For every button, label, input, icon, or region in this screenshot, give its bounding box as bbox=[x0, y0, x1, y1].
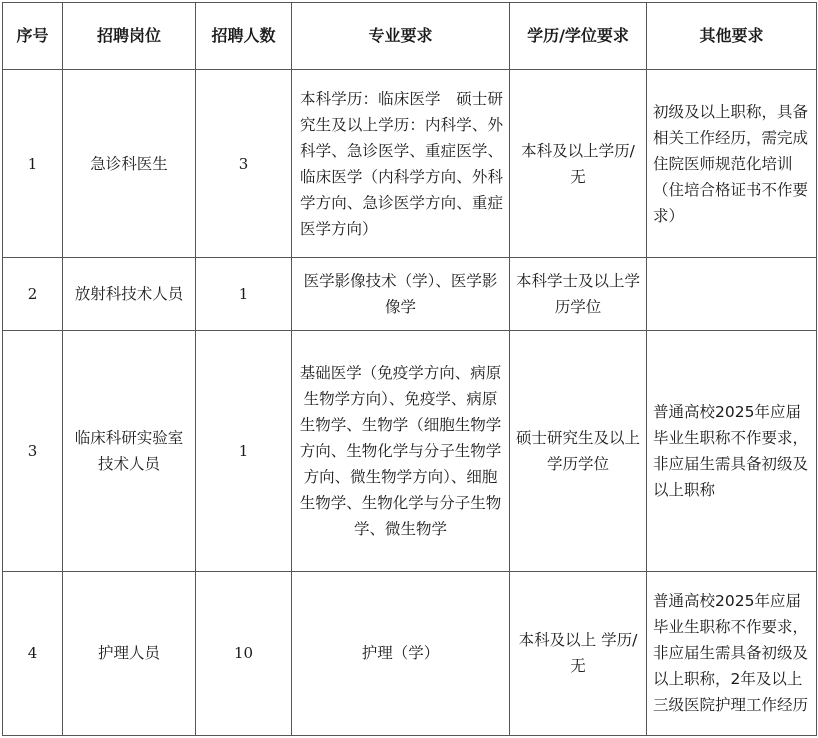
table-row bbox=[3, 70, 817, 258]
header-count: 招聘人数 bbox=[196, 3, 292, 70]
row-other: 初级及以上职称，具备相关工作经历，需完成住院医师规范化培训（住培合格证书不作要求） bbox=[653, 102, 809, 225]
header-position: 招聘岗位 bbox=[63, 3, 196, 70]
row-education: 硕士研究生及以上学历学位 bbox=[510, 331, 647, 571]
row-other-cell bbox=[647, 331, 817, 571]
row-count: 1 bbox=[196, 331, 292, 571]
row-count: 10 bbox=[196, 571, 292, 735]
row-no: 1 bbox=[3, 70, 63, 258]
row-no: 3 bbox=[3, 331, 63, 571]
row-education: 本科及以上 学历/无 bbox=[510, 571, 647, 735]
recruitment-table bbox=[2, 2, 817, 736]
row-no: 4 bbox=[3, 571, 63, 735]
row-major: 护理（学） bbox=[361, 644, 440, 663]
header-row bbox=[3, 3, 817, 70]
header-education: 学历/学位要求 bbox=[510, 3, 647, 70]
row-position: 临床科研实验室技术人员 bbox=[63, 331, 196, 571]
row-position: 急诊科医生 bbox=[63, 70, 196, 258]
row-major-cell bbox=[292, 331, 510, 571]
row-major-cell bbox=[292, 70, 510, 258]
row-major: 本科学历：临床医学 硕士研究生及以上学历：内科学、外科学、急诊医学、重症医学、临床医学（内科学方向、外科学方向、急诊医学方向、重症医学方向） bbox=[300, 89, 503, 238]
row-count: 3 bbox=[196, 70, 292, 258]
table-row bbox=[3, 331, 817, 571]
row-count: 1 bbox=[196, 258, 292, 331]
row-no: 2 bbox=[3, 258, 63, 331]
table-row bbox=[3, 571, 817, 735]
table-row bbox=[3, 258, 817, 331]
row-position: 放射科技术人员 bbox=[63, 258, 196, 331]
row-other-cell bbox=[647, 258, 817, 331]
row-major-cell bbox=[292, 258, 510, 331]
header-other: 其他要求 bbox=[647, 3, 817, 70]
row-other: 普通高校2025年应届毕业生职称不作要求，非应届生需具备初级及以上职称 bbox=[653, 403, 809, 500]
header-major: 专业要求 bbox=[292, 3, 510, 70]
row-major: 基础医学（免疫学方向、病原生物学方向）、免疫学、病原生物学、生物学（细胞生物学方向、生物化学与分子生物学方向、微生物学方向）、细胞生物学、生物化学与分子生物学、微生物学 bbox=[299, 364, 502, 539]
row-other-cell bbox=[647, 70, 817, 258]
row-position: 护理人员 bbox=[63, 571, 196, 735]
row-major-cell bbox=[292, 571, 510, 735]
row-major: 医学影像技术（学）、医学影像学 bbox=[303, 272, 498, 317]
header-no: 序号 bbox=[3, 3, 63, 70]
row-education: 本科学士及以上学历学位 bbox=[510, 258, 647, 331]
row-education: 本科及以上学历/无 bbox=[510, 70, 647, 258]
row-other-cell bbox=[647, 571, 817, 735]
row-other: 普通高校2025年应届毕业生职称不作要求，非应届生需具备初级及以上职称，2年及以上三级医院护理工作经历 bbox=[653, 592, 809, 715]
